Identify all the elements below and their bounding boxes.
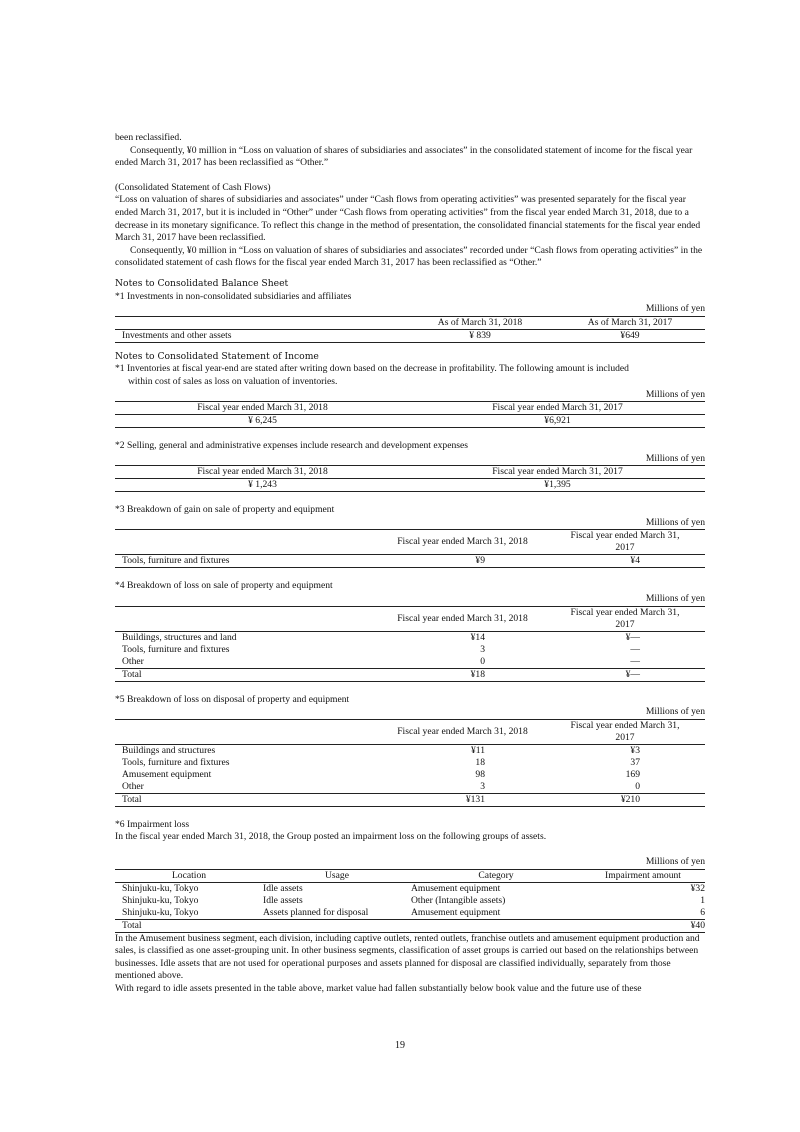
row-label: Total [122,668,142,680]
row-label: Total [122,919,142,931]
section-heading: Notes to Consolidated Statement of Income [115,350,319,362]
column-header: Impairment amount [605,869,681,881]
column-header: Fiscal year ended March 31, 2018 [397,725,528,737]
table-row [115,656,705,669]
column-header: Fiscal year ended March 31, 2017 [570,719,680,743]
cell-value: ¥ 6,245 [248,415,277,427]
column-header: Fiscal year ended March 31, 2018 [197,402,328,414]
table-row [115,769,705,781]
rd-expense-table [115,465,705,492]
table-row [115,907,705,920]
cell-value: 169 [625,768,640,780]
cell-value: 0 [480,655,485,667]
table-row [115,793,705,806]
category-cell: Amusement equipment [411,882,501,894]
cell-value: ¥40 [690,919,705,931]
row-label: Other [122,780,144,792]
paragraph: In the Amusement business segment, each division, including captive outlets, rented outlets, franchise outlets and amusement equipment production and sales, is classified as one asset-grouping unit. In other business segments, classification of asset groups is carried out based on the relationships between businesses. Idle assets that are not used for operational purposes and assets planned for disposal are classified individually, separately from those mentioned above. [115,932,700,982]
row-label: Other [122,655,144,667]
units-label: Millions of yen [645,593,705,605]
category-cell: Other (Intangible assets) [411,894,506,906]
cell-value: ¥— [625,631,640,643]
paragraph: “Loss on valuation of shares of subsidiaries and associates” under “Cash flows from operating activities” was presented separately for the fiscal year ended March 31, 2017, but it is included in “Other” under “Cash flows from operating activities” from the fiscal year ended March 31, 2018, due to a decrease in its monetary significance. To reflect this change in the method of presentation, the consolidated financial statements for the fiscal year ended March 31, 2017 have been reclassified. [115,194,701,244]
column-header: Fiscal year ended March 31, 2018 [397,536,528,548]
table-row [115,744,705,757]
units-label: Millions of yen [645,516,705,528]
table-row [115,631,705,644]
cell-value: 3 [480,780,485,792]
units-label: Millions of yen [645,452,705,464]
row-label: Total [122,793,142,805]
column-header: Fiscal year ended March 31, 2017 [492,402,623,414]
cell-value: — [630,643,640,655]
table-row [115,644,705,656]
column-header: Usage [325,869,349,881]
cell-value: 98 [475,768,485,780]
loss-on-sale-table [115,606,705,682]
row-label: Tools, furniture and fixtures [122,555,230,567]
cell-value: ¥3 [630,744,640,756]
table-row [115,555,705,568]
paragraph: In the fiscal year ended March 31, 2018, the Group posted an impairment loss on the following groups of assets. [115,831,547,843]
investments-table [115,316,705,343]
note-title: *1 Investments in non-consolidated subsidiaries and affiliates [115,290,352,302]
cell-value: ¥11 [470,744,485,756]
table-row [115,895,705,907]
cell-value: ¥1,395 [544,479,571,491]
usage-cell: Idle assets [263,882,303,894]
row-label: Buildings, structures and land [122,631,237,643]
cell-value: 18 [475,756,485,768]
column-header: Fiscal year ended March 31, 2017 [570,606,680,630]
units-label: Millions of yen [645,706,705,718]
usage-cell: Idle assets [263,894,303,906]
paragraph: been reclassified. [115,132,182,143]
gain-on-sale-table [115,529,705,568]
amount-cell: 6 [700,906,705,918]
units-label: Millions of yen [645,856,705,868]
paragraph: Consequently, ¥0 million in “Loss on valuation of shares of subsidiaries and associates” recorded under “Cash flows from operating activities” in the consolidated statement of cash flows for the fiscal year ended March 31, 2017 has been reclassified as “Other.” [115,244,703,269]
cell-value: ¥18 [470,668,485,680]
note-title: *1 Inventories at fiscal year-end are stated after writing down based on the decrease in profitability. The following amount is included [115,363,629,375]
section-heading: Notes to Consolidated Balance Sheet [115,277,289,289]
cell-value: 3 [480,643,485,655]
cell-value: ¥14 [470,631,485,643]
loss-on-disposal-table [115,719,705,807]
units-label: Millions of yen [645,388,705,400]
row-label: Buildings and structures [122,744,216,756]
page-content [115,132,705,996]
cell-value: — [630,655,640,667]
note-title: *3 Breakdown of gain on sale of property and equipment [115,504,335,516]
note-title: *6 Impairment loss [115,818,190,830]
note-title-continued: within cost of sales as loss on valuation of inventories. [128,375,338,387]
cell-value: ¥649 [620,329,640,341]
column-header: Fiscal year ended March 31, 2017 [492,466,623,478]
location-cell: Shinjuku-ku, Tokyo [122,906,199,918]
column-header: As of March 31, 2018 [437,316,523,328]
location-cell: Shinjuku-ku, Tokyo [122,882,199,894]
row-label: Investments and other assets [122,329,232,341]
table-row [115,882,705,895]
paragraph: With regard to idle assets presented in the table above, market value had fallen substantially below book value and the future use of these [115,983,642,994]
cell-value: ¥4 [630,555,640,567]
category-cell: Amusement equipment [411,906,501,918]
row-label: Amusement equipment [122,768,212,780]
table-row [115,757,705,769]
column-header: Location [171,869,207,881]
paragraph: Consequently, ¥0 million in “Loss on valuation of shares of subsidiaries and associates” in the consolidated statement of income for the fiscal year ended March 31, 2017 has been reclassified as “Other.” [115,144,693,169]
column-header: As of March 31, 2017 [587,316,673,328]
impairment-table [115,869,705,933]
units-label: Millions of yen [645,303,705,315]
usage-cell: Assets planned for disposal [263,906,369,918]
page-number: 19 [395,1040,405,1051]
location-cell: Shinjuku-ku, Tokyo [122,894,199,906]
cell-value: ¥— [625,668,640,680]
column-header: Fiscal year ended March 31, 2018 [397,612,528,624]
section-subheading: (Consolidated Statement of Cash Flows) [115,181,271,193]
cell-value: ¥ 1,243 [248,479,277,491]
cell-value: ¥210 [620,793,640,805]
note-title: *2 Selling, general and administrative expenses include research and development expenses [115,440,468,452]
column-header: Fiscal year ended March 31, 2018 [197,466,328,478]
cell-value: 37 [630,756,640,768]
cell-value: ¥6,921 [544,415,571,427]
cell-value: 0 [635,780,640,792]
amount-cell: 1 [700,894,705,906]
cell-value: ¥131 [465,793,485,805]
amount-cell: ¥32 [690,882,705,894]
note-title: *5 Breakdown of loss on disposal of property and equipment [115,693,350,705]
inventory-loss-table [115,401,705,428]
table-row [115,668,705,681]
note-title: *4 Breakdown of loss on sale of property and equipment [115,580,333,592]
table-row [115,781,705,794]
cell-value: ¥ 839 [469,329,491,341]
row-label: Tools, furniture and fixtures [122,643,230,655]
column-header: Category [478,869,514,881]
cell-value: ¥9 [475,555,485,567]
row-label: Tools, furniture and fixtures [122,756,230,768]
column-header: Fiscal year ended March 31, 2017 [570,530,680,554]
